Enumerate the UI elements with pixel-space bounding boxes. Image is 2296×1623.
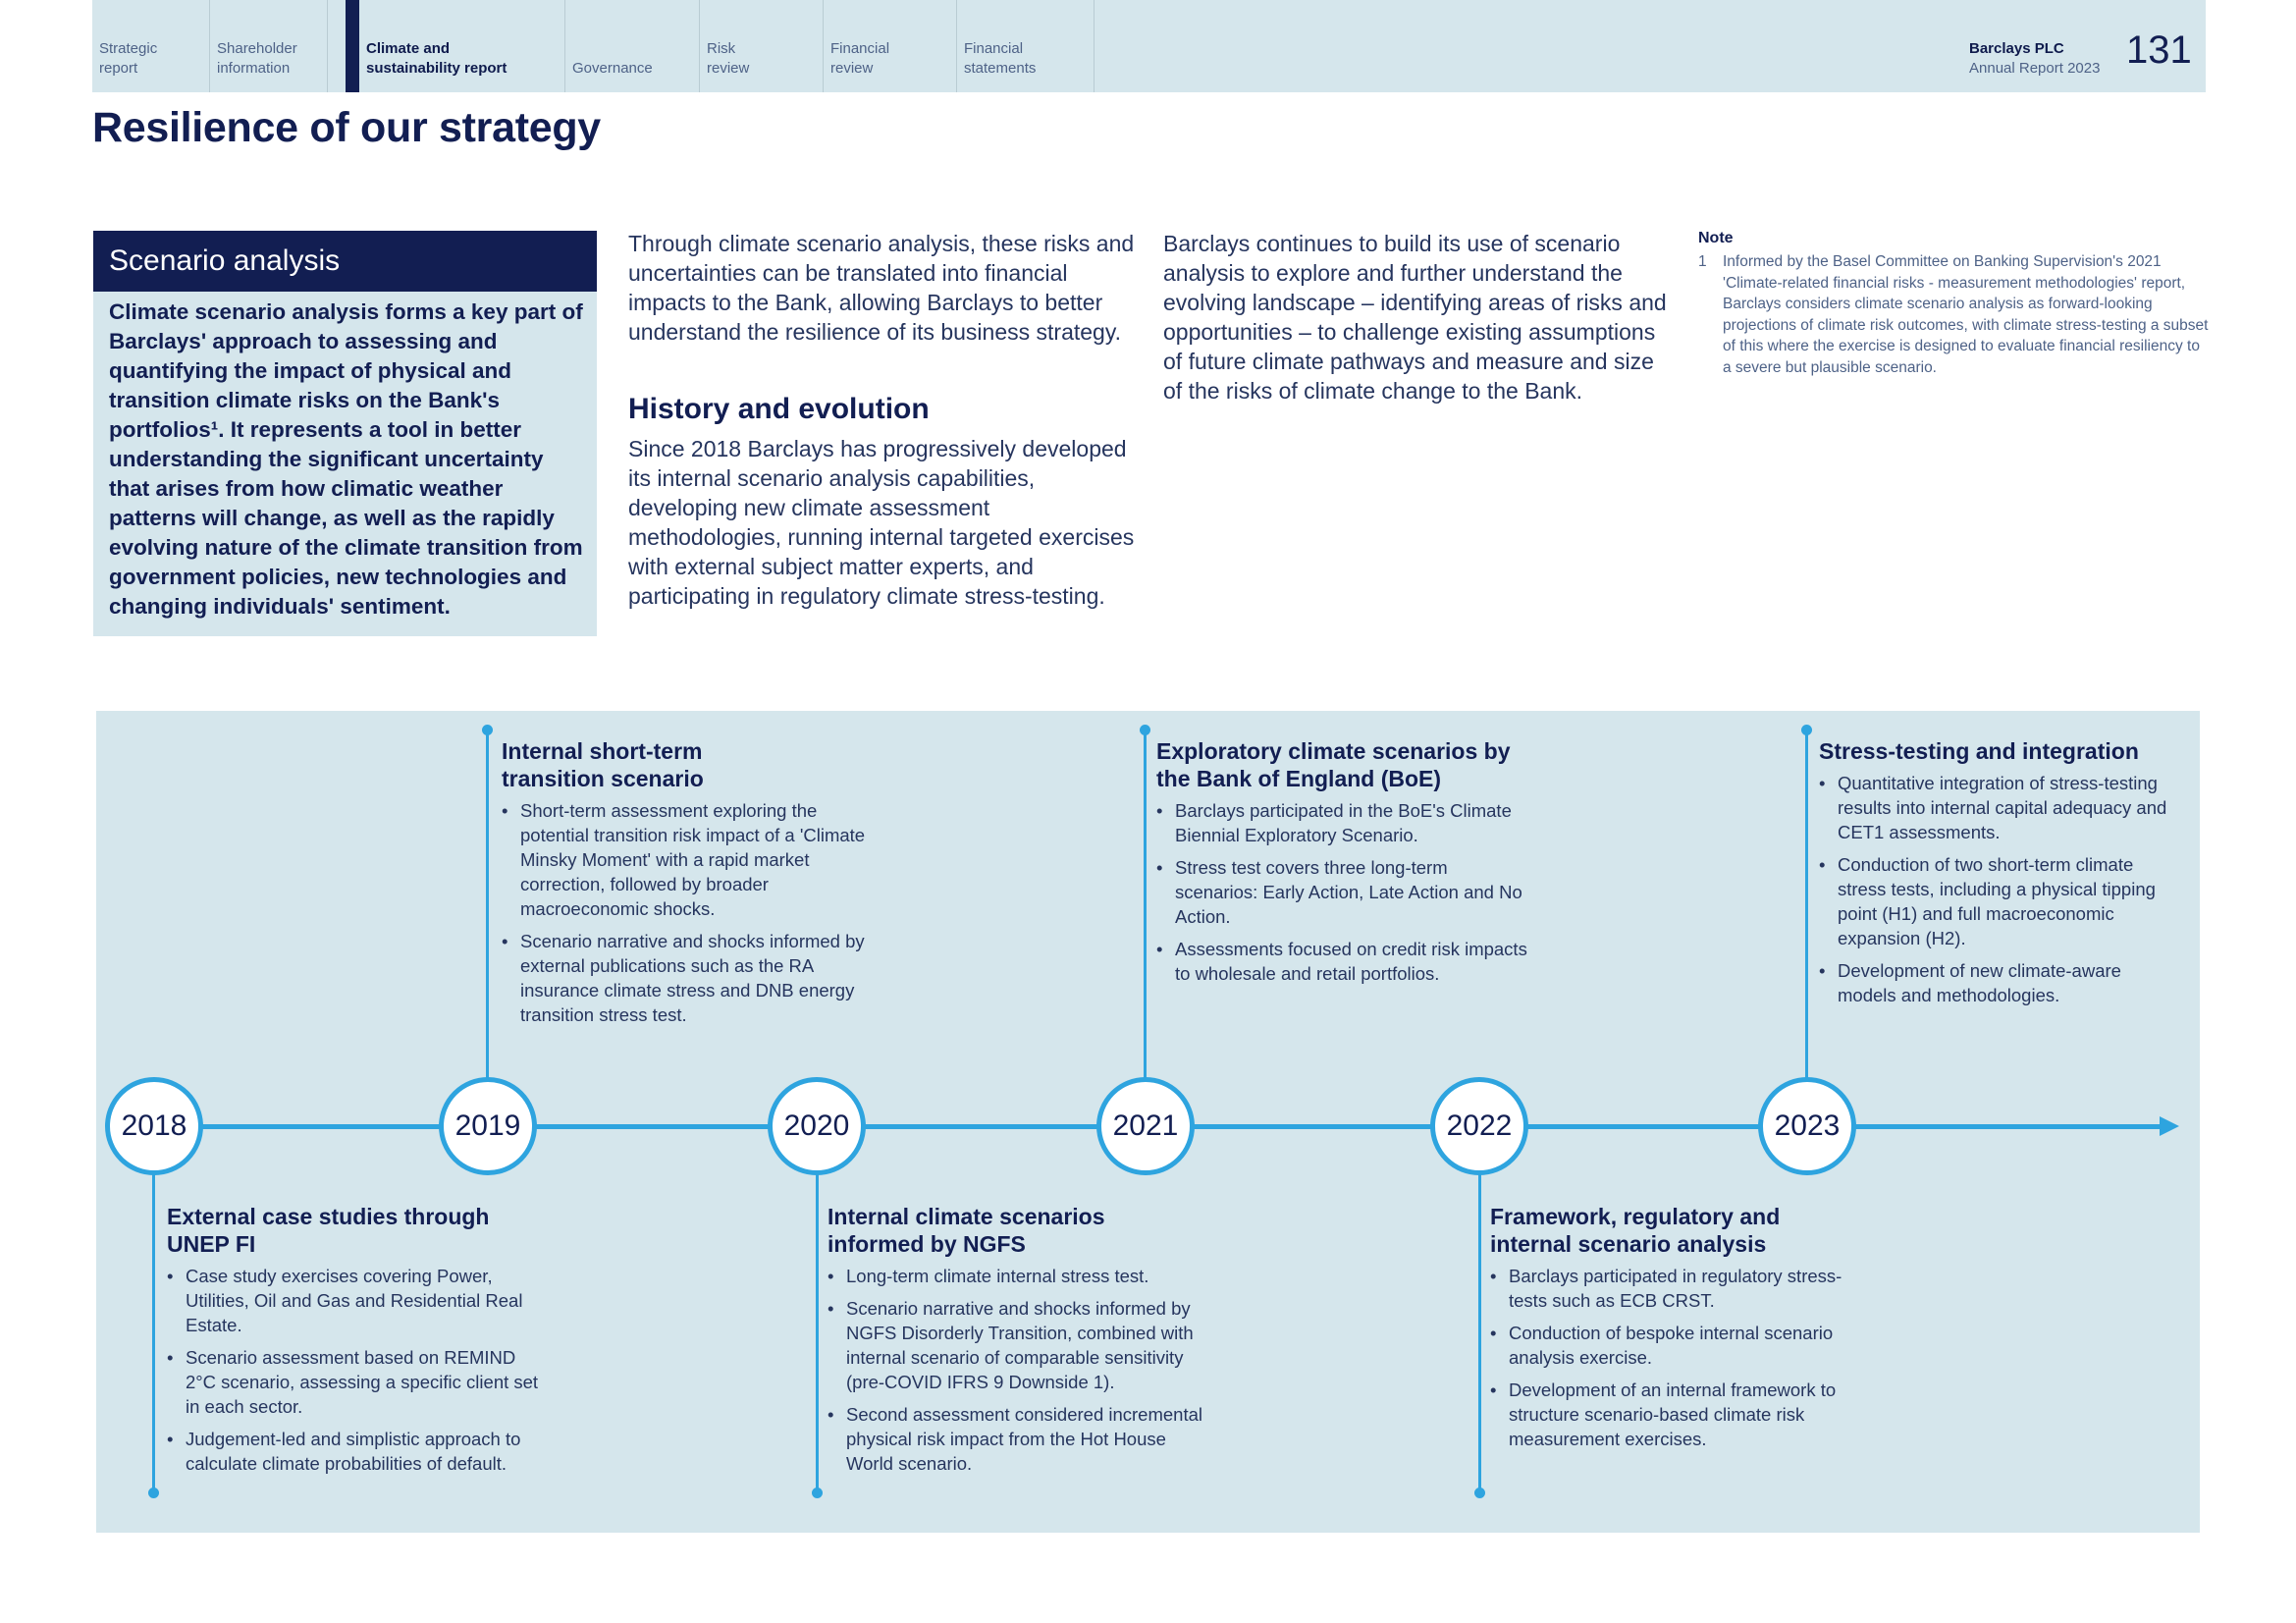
event-2020 (828, 1203, 1210, 1484)
connector-2022 (1478, 1173, 1481, 1492)
bullet: • Assessments focused on credit risk impacts to wholesale and retail portfolios. (1156, 937, 1534, 986)
footnote (1698, 251, 2209, 378)
scenario-analysis-body: Climate scenario analysis forms a key part of Barclays' approach to assessing and quantifying the impact of physical and transition climate risks on the Bank's portfolios¹. It represents a tool in better understanding the significant uncertainty that arises from how climatic weather patterns will change, as well as the rapidly evolving nature of the climate transition from government policies, new technologies and changing individuals' sentiment. (93, 292, 597, 636)
year-2020: 2020 (768, 1077, 866, 1175)
event-bullets (828, 1264, 1210, 1476)
connector-dot-2018 (148, 1488, 159, 1498)
connector-2019 (486, 731, 489, 1078)
active-tab-marker (346, 0, 359, 92)
timeline-arrow-icon (2160, 1116, 2179, 1136)
footnote-number: 1 (1698, 253, 1707, 270)
bullet: • Conduction of two short-term climate stress tests, including a physical tipping point (H1) and full macroeconomic expansion (H2). (1819, 852, 2182, 950)
tab-governance[interactable]: Governance (565, 0, 700, 92)
event-title: External case studies through UNEP FI (167, 1204, 490, 1257)
tab-financial-statements[interactable]: Financial statements (957, 0, 1095, 92)
bullet: • Scenario narrative and shocks informed by external publications such as the RA insurance climate stress and DNB energy transition stress test. (502, 929, 880, 1027)
footnote-text: Informed by the Basel Committee on Banking Supervision's 2021 'Climate-related financial risks - measurement methodologies' report, Barclays considers climate scenario analysis as forward-looking projections of climate risk outcomes, with climate stress-testing a subset of this where the exercise is designed to evaluate financial resiliency to a severe but plausible scenario. (1723, 253, 2209, 376)
bullet: • Judgement-led and simplistic approach to calculate climate probabilities of default. (167, 1427, 550, 1476)
brand-subtitle: Annual Report 2023 (1969, 60, 2101, 77)
bullet: • Case study exercises covering Power, Utilities, Oil and Gas and Residential Real Estate. (167, 1264, 550, 1337)
year-2021: 2021 (1096, 1077, 1195, 1175)
event-title: Exploratory climate scenarios by the Bank of England (BoE) (1156, 738, 1511, 791)
bullet: • Scenario narrative and shocks informed by NGFS Disorderly Transition, combined with internal scenario of comparable sensitivity (pre-COVID IFRS 9 Downside 1). (828, 1296, 1210, 1394)
page-title: Resilience of our strategy (92, 104, 601, 151)
bullet: • Short-term assessment exploring the potential transition risk impact of a 'Climate Minsky Moment' with a rapid market correction, followed by broader macroeconomic shocks. (502, 798, 880, 921)
connector-dot-2023 (1801, 725, 1812, 735)
event-bullets (502, 798, 880, 1027)
report-brand (1969, 39, 2100, 79)
intro-paragraph: Through climate scenario analysis, these risks and uncertainties can be translated into financial impacts to the Bank, allowing Barclays to better understand the resilience of its business strategy. (628, 231, 1135, 345)
event-bullets (1490, 1264, 1858, 1451)
bullet: • Second assessment considered incremental physical risk impact from the Hot House World scenario. (828, 1402, 1210, 1476)
tab-financial-review[interactable]: Financial review (824, 0, 957, 92)
tab-shareholder-information[interactable]: Shareholder information (210, 0, 328, 92)
history-paragraph: Since 2018 Barclays has progressively developed its internal scenario analysis capabilities, developing new climate assessment methodologies, running internal targeted exercises with external subject matter experts, and participating in regulatory climate stress-testing. (628, 436, 1135, 609)
year-2022: 2022 (1430, 1077, 1528, 1175)
history-heading: History and evolution (628, 393, 930, 425)
tab-strategic-report[interactable]: Strategic report (92, 0, 210, 92)
event-2019 (502, 737, 880, 1035)
connector-dot-2021 (1140, 725, 1150, 735)
event-2021 (1156, 737, 1534, 994)
top-navigation-bar (92, 0, 2206, 92)
connector-2023 (1805, 731, 1808, 1078)
event-bullets (1819, 771, 2182, 1007)
connector-2021 (1144, 731, 1147, 1078)
year-2018: 2018 (105, 1077, 203, 1175)
bullet: • Stress test covers three long-term scenarios: Early Action, Late Action and No Action. (1156, 855, 1534, 929)
event-bullets (167, 1264, 550, 1476)
event-2018 (167, 1203, 550, 1484)
event-title: Stress-testing and integration (1819, 738, 2139, 764)
event-2023 (1819, 737, 2182, 1015)
tab-risk-review[interactable]: Risk review (700, 0, 824, 92)
bullet: • Conduction of bespoke internal scenario analysis exercise. (1490, 1321, 1858, 1370)
bullet: • Barclays participated in regulatory stress-tests such as ECB CRST. (1490, 1264, 1858, 1313)
event-title: Internal short-term transition scenario (502, 738, 704, 791)
event-2022 (1490, 1203, 1858, 1459)
event-title: Framework, regulatory and internal scenario analysis (1490, 1204, 1781, 1257)
connector-dot-2019 (482, 725, 493, 735)
event-bullets (1156, 798, 1534, 986)
brand-name: Barclays PLC (1969, 40, 2064, 57)
event-title: Internal climate scenarios informed by NGFS (828, 1204, 1105, 1257)
bullet: • Quantitative integration of stress-testing results into internal capital adequacy and CET1 assessments. (1819, 771, 2182, 844)
bullet: • Barclays participated in the BoE's Climate Biennial Exploratory Scenario. (1156, 798, 1534, 847)
year-2023: 2023 (1758, 1077, 1856, 1175)
continuation-paragraph: Barclays continues to build its use of scenario analysis to explore and further understand the evolving landscape – identifying areas of risks and opportunities – to challenge existing assumptions of future climate pathways and measure and size of the risks of climate change to the Bank. (1163, 231, 1667, 404)
connector-2018 (152, 1173, 155, 1492)
bullet: • Development of an internal framework to structure scenario-based climate risk measurement exercises. (1490, 1378, 1858, 1451)
connector-2020 (816, 1173, 819, 1492)
year-2019: 2019 (439, 1077, 537, 1175)
tab-climate-sustainability[interactable]: Climate and sustainability report (359, 0, 565, 92)
bullet: • Scenario assessment based on REMIND 2°C scenario, assessing a specific client set in each sector. (167, 1345, 550, 1419)
scenario-analysis-heading: Scenario analysis (93, 231, 597, 292)
connector-dot-2022 (1474, 1488, 1485, 1498)
page-number: 131 (2126, 28, 2192, 72)
note-heading: Note (1698, 230, 1734, 246)
connector-dot-2020 (812, 1488, 823, 1498)
bullet: • Long-term climate internal stress test. (828, 1264, 1210, 1288)
bullet: • Development of new climate-aware models and methodologies. (1819, 958, 2182, 1007)
